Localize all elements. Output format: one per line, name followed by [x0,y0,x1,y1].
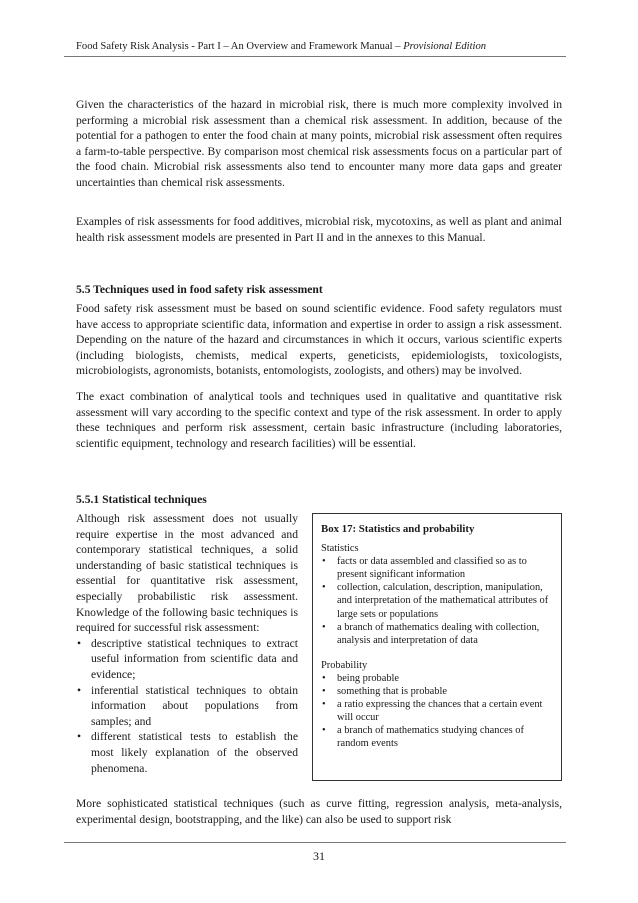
paragraph-sophisticated-techniques: More sophisticated statistical techniques (such as curve fitting, regression analysis, meta-analysis, experimental design, bootstrapping, and the like) can also be used to support risk [76,797,562,826]
list-item: • something that is probable [321,685,553,698]
paragraph-microbial-complexity: Given the characteristics of the hazard in microbial risk, there is much more complexity involved in performing a microbial risk assessment than a chemical risk assessment. In addition, because of the potential for a pathogen to enter the food chain at many points, microbial risk assessment often requires a farm-to-table perspective. By comparison most chemical risk assessments focus on a particular part of the food chain. Microbial risk assessments also tend to encounter many more data gaps and greater uncertainties than chemical risk assessments. [76,98,562,189]
box-statistics-heading: Statistics [321,543,359,555]
paragraph-analytical-tools: The exact combination of analytical tools and techniques used in qualitative and quantitative risk assessment will vary according to the specific context and type of the risk assessment. In order to apply these techniques and perform risk assessment, certain basic infrastructure (including laboratories, scientific equipment, technology and research facilities) will be essential. [76,390,562,450]
list-item: • different statistical tests to establish the most likely explanation of the observed phenomena. [76,729,298,776]
box-statistics-list [321,555,553,647]
list-item: • descriptive statistical techniques to extract useful information from scientific data and evidence; [76,636,298,683]
running-header [76,40,564,53]
header-edition: Provisional Edition [403,41,487,52]
list-item: • facts or data assembled and classified so as to present significant information [321,555,553,581]
box-title: Box 17: Statistics and probability [321,523,475,535]
box-probability-heading: Probability [321,659,368,671]
page-number: 31 [313,849,325,863]
box-17-statistics-probability [312,513,562,781]
paragraph-scientific-evidence: Food safety risk assessment must be based on sound scientific evidence. Food safety regulators must have access to appropriate scientific data, information and expertise in order to assign a risk assessment. Depending on the nature of the hazard and circumstances in which it occurs, various scientific experts (including biologists, chemists, medical experts, geneticists, epidemiologists, toxicologists, microbiologists, agronomists, botanists, entomologists, zoologists, and others) may be involved. [76,302,562,378]
box-probability-list [321,672,553,751]
section-heading-5-5-1: 5.5.1 Statistical techniques [76,493,207,506]
header-text: Food Safety Risk Analysis - Part I – An Overview and Framework Manual – [76,41,404,52]
list-item: • collection, calculation, description, manipulation, and interpretation of the mathematical attributes of large sets or populations [321,581,553,620]
section-heading-5-5: 5.5 Techniques used in food safety risk assessment [76,283,323,296]
list-item: • being probable [321,672,553,685]
statistical-techniques-column [76,511,298,776]
paragraph-statistics-intro: Although risk assessment does not usually require expertise in the most advanced and contemporary statistical techniques, a solid understanding of basic statistical techniques is essential for quantitative risk assessment, especially probabilistic risk assessment. Knowledge of the following basic techniques is required for successful risk assessment: [76,512,298,635]
list-item: • a ratio expressing the chances that a certain event will occur [321,698,553,724]
header-rule [64,56,566,57]
paragraph-examples: Examples of risk assessments for food additives, microbial risk, mycotoxins, as well as plant and animal health risk assessment models are presented in Part II and in the annexes to this Manual. [76,215,562,244]
list-item: • a branch of mathematics studying chances of random events [321,724,553,750]
list-item: • inferential statistical techniques to obtain information about populations from samples; and [76,683,298,730]
list-item: • a branch of mathematics dealing with collection, analysis and interpretation of data [321,621,553,647]
technique-list [76,636,298,776]
footer-rule [64,842,566,843]
